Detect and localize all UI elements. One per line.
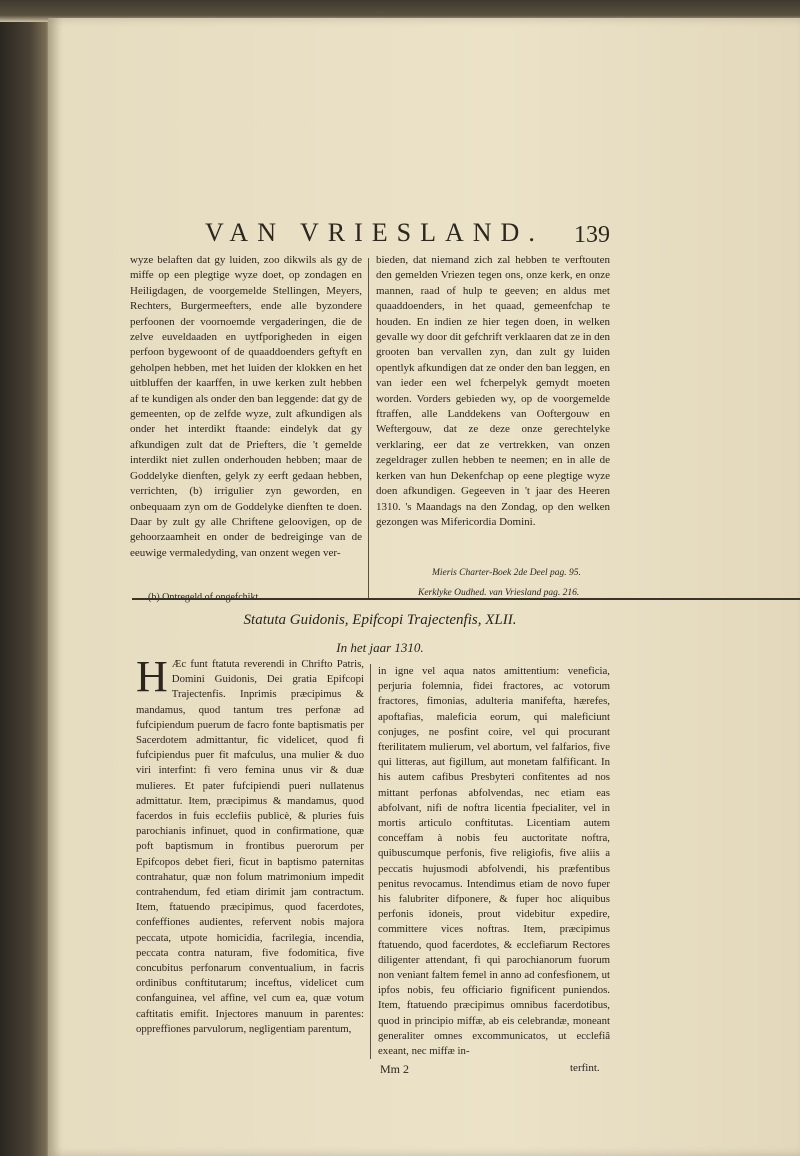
latin-column-left — [136, 652, 364, 1037]
latin-text-right: in igne vel aqua natos amittentium: veneficia, perjuria folemnia, fidei fractores, ac votorum fractores, fimonias, adulteria manifefta, hærefes, apoftafias, maleficia eorum, qui maleficiunt conjuges, ne posfint coire, vel qui procurant fterilitatem mulierum, vel abortum, vel falfarios, five qui litteras, aut figillum, aut monetam falfificant. In his autem cafibus Presbyteri confitentes ad nos mittant perfonas abfolvendas, nec etiam eas abfolvant, nifi de noftra licentia fpecialiter, vel in mortis articulo conftitutas. Licentiam autem conceffam à nobis feu auctoritate noftra, quibuscumque perfonis, five religiofis, five aliis a peccatis hujusmodi abfolvendi, his præfentibus penitus revocamus. Intendimus etiam de novo fuper his falubriter difponere, & fuper hoc aliquibus perfonis idoneis, prout videbitur expedire, committere vices noftras. Item, præcipimus ftatuendo, quod facerdotes, & ecclefiarum Rectores diligenter attendant, fi qui parochianorum fuorum non veniant faltem femel in anno ad confesfionem, ut ipfos nobis, feu officiario fignificent puniendos. Item, ftatuendo præcipimus omnibus facerdotibus, quod in principio miffæ, ab eis celebrandæ, moneant generaliter omnes excommunicatos, ut ecclefiâ exeant, nec miffæ in- — [378, 665, 610, 1058]
latin-text-left: Æc funt ftatuta reverendi in Chrifto Patris, Domini Guidonis, Dei gratia Epifcopi Trajectenfis. Inprimis præcipimus & mandamus, quod tantum tres perfonæ ad fufcipiendum puerum de facro fonte baptismatis per Sacerdotem admittantur, fic videlicet, quod fi fufcipiendus puer fit mafculus, una mulier & duo viri interfint: fi vero femina unus vir & duæ mulieres. Et pater fufcipiendi pueri nullatenus admittatur. Item, præcipimus & mandamus, quod facerdos in fuis ecclefiis publicè, & pluries fuis parochianis infinuet, quod in confirmatione, quæ poft baptismum in frontibus puerorum per Epifcopos debet fieri, ficut in baptismo paternitas contrahatur, quæ non folum matrimonium impedit contrahendum, fed etiam dirimit jam contractum. Item, ftatuendo præcipimus, quod facerdotes, confeffiones audientes, refervent nobis majora peccata, utpote homicidia, facrilegia, incendia, peccata contra naturam, five fodomitica, five concubitus perfonarum conventualium, in facris ordinibus conftitutarum; inceftus, videlicet cum confanguinea, vel affine, vel cum ea, quæ votum caftitatis emifit. Injectores manuum in parentes: oppreffiones parvulorum, negligentiam parentum, — [136, 658, 364, 1035]
section-title: Statuta Guidonis, Epifcopi Trajectenfis, XLII. — [243, 612, 517, 628]
latin-column-right — [378, 664, 610, 1059]
column-divider — [368, 258, 369, 598]
section-year: In het jaar 1310. — [336, 640, 424, 655]
signature-mark: Mm 2 — [380, 1062, 410, 1076]
dutch-column-right — [376, 253, 610, 530]
section-rule — [132, 598, 800, 600]
dutch-text-right: bieden, dat niemand zich zal hebben te verftouten den gemelden Vriezen tegen ons, onze kerk, en onze mannen, raad of hulp te geeven; en aldus met quaaddoenders, in het quaad, gemeenfchap te houden. En indien ze hier tegen doen, in welken gevalle wy door dit gefchrift verklaaren dat ze in den grooten ban vervallen zyn, dan zult gy luiden opentlyk afkundigen dat ze onder den ban leggen, en van ieder een wel fcherpelyk gemydt moeten worden. Vorders gebieden wy, op de voorgemelde ftraffen, alle Landdekens van Ooftergouw en Weftergouw, dat ze deze onze gerechtelyke verklaring, eer dat ze vertrekken, van onzen zegeldrager zullen hebben te neemen; en in alle de kerken van hun Dekenfchap op eene plegtige wyze doen afkundigen. Gegeeven in 't jaar des Heeren 1310. 's Maandags na den Zondag, op den welken gezongen was Mifericordia Domini. — [376, 254, 610, 528]
citation-kerklyke: Kerklyke Oudhed. van Vriesland pag. 216. — [418, 588, 580, 598]
running-head: VAN VRIESLAND. — [205, 218, 544, 247]
dutch-column-left — [130, 253, 362, 561]
citation-mieris: Mieris Charter-Boek 2de Deel pag. 95. — [432, 568, 581, 578]
catchword: terfint. — [570, 1062, 600, 1074]
book-binding — [0, 0, 52, 1156]
latin-column-divider — [370, 664, 371, 1059]
drop-cap: H — [136, 652, 168, 701]
page-number: 139 — [574, 222, 610, 248]
dutch-text-left: wyze belaften dat gy luiden, zoo dikwils als gy de miffe op een plegtige wyze doet, op zondagen en Heiligdagen, de voorgemelde Stellingen, Meyers, Rechters, Burgermeefters, ende alle byzondere perfoonen der voornoemde vergaderingen, die de zelve euveldaaden en uytfporigheden in eigen perfoon bygewoont of de quaaddoenders geftyft en geholpen hebben, met het luiden der klokken en het uitbluffen der kaarffen, in uwe kerken zult hebben af te kundigen als onder den ban leggende: dat gy de gemeenten, op de zelfde wyze, zult afkundigen als onder het interdikt ftaande: eindelyk dat gy afkundigen zult dat de Priefters, die 't gemelde interdikt niet zullen onderhouden hebben; maar de Goddelyke dienften, gelyk zy eerft gedaan hebben, verrichten, (b) irrigulier zyn geworden, en onbequaam zyn om de Goddelyke dienften te doen. Daar by zult gy alle Chriftene geloovigen, op de gehoorzaamheit en onder de bedreiginge van de eeuwige vermaledyding, van onzent wegen ver- — [130, 254, 362, 559]
